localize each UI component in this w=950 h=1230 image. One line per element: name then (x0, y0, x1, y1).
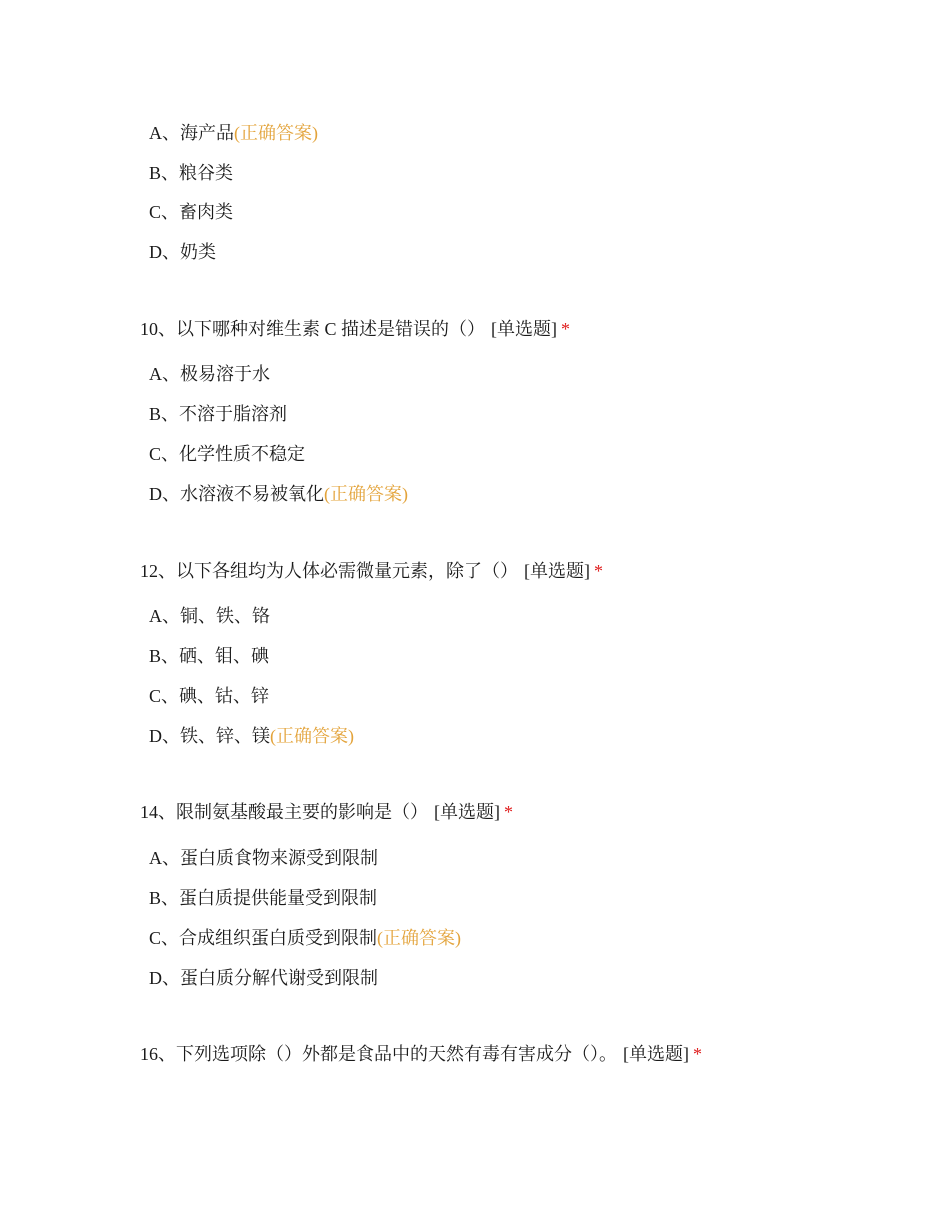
q12-option-d[interactable] (149, 724, 354, 748)
question-number: 10、 (140, 319, 176, 339)
q12-option-b[interactable] (149, 644, 269, 668)
option-letter: B、 (149, 163, 180, 183)
prev-option-a[interactable] (149, 121, 318, 145)
option-letter: B、 (149, 646, 180, 666)
correct-answer-label: (正确答案) (234, 123, 318, 143)
question-number: 12、 (140, 561, 176, 581)
prev-option-b[interactable] (149, 161, 233, 185)
question-text: 以下各组均为人体必需微量元素，除了（） (176, 561, 518, 581)
question-16-title (140, 1042, 702, 1066)
option-letter: D、 (149, 484, 180, 504)
option-text: 奶类 (180, 242, 216, 262)
option-text: 蛋白质食物来源受到限制 (180, 848, 378, 868)
q12-option-a[interactable] (149, 604, 270, 628)
option-text: 蛋白质提供能量受到限制 (179, 888, 378, 908)
option-text: 铜、铁、铬 (180, 606, 270, 626)
option-text: 粮谷类 (179, 163, 234, 183)
required-mark: * (561, 319, 571, 339)
option-letter: A、 (149, 848, 180, 868)
question-number: 16、 (140, 1044, 176, 1064)
prev-option-c[interactable] (149, 200, 233, 224)
q10-option-a[interactable] (149, 362, 270, 386)
q10-option-c[interactable] (149, 442, 305, 466)
q10-option-d[interactable] (149, 482, 408, 506)
question-12-title (140, 559, 603, 583)
option-text: 不溶于脂溶剂 (179, 404, 288, 424)
question-text: 限制氨基酸最主要的影响是（） (176, 802, 428, 822)
option-text: 化学性质不稳定 (179, 444, 306, 464)
option-text: 水溶液不易被氧化 (180, 484, 324, 504)
q14-option-a[interactable] (149, 846, 378, 870)
question-14-title (140, 800, 513, 824)
option-text: 畜肉类 (179, 202, 234, 222)
correct-answer-label: (正确答案) (377, 928, 462, 948)
q14-option-c[interactable] (149, 926, 461, 950)
option-letter: A、 (149, 123, 180, 143)
question-10-title (140, 317, 570, 341)
option-letter: B、 (149, 888, 180, 908)
q14-option-d[interactable] (149, 966, 378, 990)
option-text: 碘、钴、锌 (179, 686, 270, 706)
q14-option-b[interactable] (149, 886, 377, 910)
required-mark: * (594, 561, 603, 581)
required-mark: * (693, 1044, 702, 1064)
question-type: [单选题] (491, 319, 558, 339)
option-letter: C、 (149, 202, 180, 222)
option-letter: B、 (149, 404, 180, 424)
option-letter: C、 (149, 444, 180, 464)
q10-option-b[interactable] (149, 402, 287, 426)
correct-answer-label: (正确答案) (270, 726, 354, 746)
option-letter: D、 (149, 242, 180, 262)
prev-option-d[interactable] (149, 240, 216, 264)
option-text: 蛋白质分解代谢受到限制 (180, 968, 378, 988)
question-type: [单选题] (434, 802, 500, 822)
q12-option-c[interactable] (149, 684, 269, 708)
question-text: 以下哪种对维生素 C 描述是错误的（） (176, 319, 486, 339)
option-text: 合成组织蛋白质受到限制 (179, 928, 378, 948)
required-mark: * (504, 802, 513, 822)
question-type: [单选题] (524, 561, 590, 581)
option-text: 海产品 (180, 123, 234, 143)
option-letter: A、 (149, 606, 180, 626)
option-text: 极易溶于水 (180, 364, 270, 384)
option-letter: D、 (149, 726, 180, 746)
question-type: [单选题] (623, 1044, 689, 1064)
option-letter: A、 (149, 364, 180, 384)
option-letter: C、 (149, 928, 180, 948)
option-letter: D、 (149, 968, 180, 988)
correct-answer-label: (正确答案) (324, 484, 408, 504)
option-text: 铁、锌、镁 (180, 726, 270, 746)
question-number: 14、 (140, 802, 176, 822)
option-letter: C、 (149, 686, 180, 706)
option-text: 硒、钼、碘 (179, 646, 270, 666)
question-text: 下列选项除（）外都是食品中的天然有毒有害成分（）。 (176, 1044, 617, 1064)
